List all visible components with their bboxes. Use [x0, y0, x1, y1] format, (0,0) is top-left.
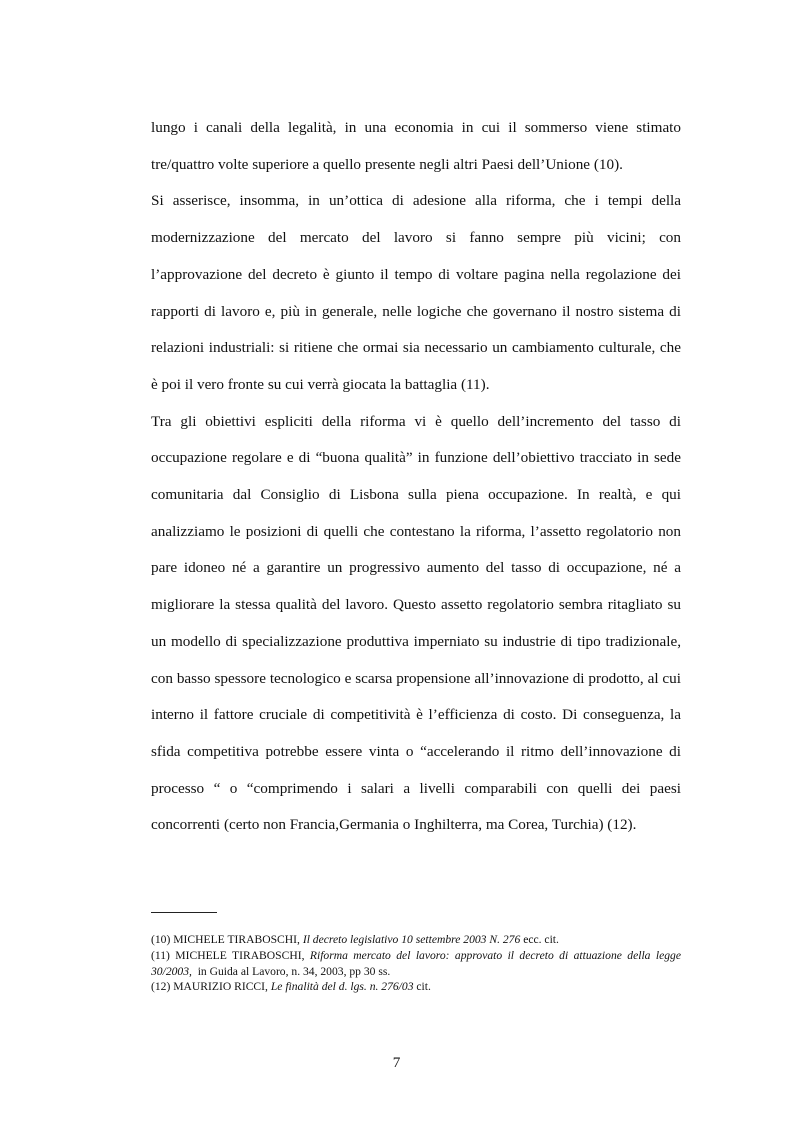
paragraph-3: Tra gli obiettivi espliciti della riforma vi è quello dell’incremento del tasso di occupazione regolare e di “buona qualità” in funzione dell’obiettivo tracciato in sede comunitaria dal Consiglio di Lisbona sulla piena occupazione. In realtà, e qui analizziamo le posizioni di quelli che contestano la riforma, l’assetto regolatorio non pare idoneo né a garantire un progressivo aumento del tasso di occupazione, né a migliorare la stessa qualità del lavoro. Questo assetto regolatorio sembra ritagliato su un modello di specializzazione produttiva imperniato su industrie di tipo tradizionale, con basso spessore tecnologico e scarsa propensione all’innovazione di prodotto, al cui interno il fattore cruciale di competitività è l’efficienza di costo. Di conseguenza, la sfida competitiva potrebbe essere vinta o “accelerando il ritmo dell’innovazione di processo “ o “comprimendo i salari a livelli comparabili con quelli dei paesi concorrenti (certo non Francia,Germania o Inghilterra, ma Corea, Turchia) (12).	[151, 412, 681, 834]
footnote-rest: cit.	[416, 980, 431, 994]
paragraph-1: lungo i canali della legalità, in una economia in cui il sommerso viene stimato tre/quattro volte superiore a quello presente negli altri Paesi dell’Unione (10).	[151, 119, 681, 173]
footnote-separator	[151, 912, 217, 913]
footnote-12	[151, 979, 681, 995]
footnote-author: MAURIZIO RICCI,	[173, 980, 268, 994]
footnote-number: (10)	[151, 933, 171, 946]
footnotes	[151, 932, 681, 995]
footnote-title: Le finalità del d. lgs. n. 276/03	[270, 980, 414, 994]
footnote-title: Riforma mercato del lavoro: approvato il decreto di attuazione della legge 30/2003,	[151, 948, 681, 978]
footnote-10	[151, 932, 681, 948]
footnote-author: MICHELE TIRABOSCHI,	[175, 948, 305, 962]
paragraph-2: Si asserisce, insomma, in un’ottica di adesione alla riforma, che i tempi della modernizzazione del mercato del lavoro si fanno sempre più vicini; con l’approvazione del decreto è giunto il tempo di voltare pagina nella regolazione dei rapporti di lavoro e, più in generale, nelle logiche che governano il nostro sistema di relazioni industriali: si ritiene che ormai sia necessario un cambiamento culturale, che è poi il vero fronte su cui verrà giocata la battaglia (11).	[151, 192, 681, 393]
footnote-11	[151, 948, 681, 980]
footnote-number: (12)	[151, 980, 171, 994]
footnote-title: Il decreto legislativo 10 settembre 2003 N. 276	[302, 933, 521, 946]
footnote-number: (11)	[151, 948, 170, 962]
body-text	[151, 110, 681, 844]
footnote-author: MICHELE TIRABOSCHI,	[173, 933, 300, 946]
footnote-rest: in Guida al Lavoro, n. 34, 2003, pp 30 ss.	[197, 964, 391, 978]
footnote-rest: ecc. cit.	[523, 933, 559, 946]
page-number: 7	[392, 1054, 401, 1071]
